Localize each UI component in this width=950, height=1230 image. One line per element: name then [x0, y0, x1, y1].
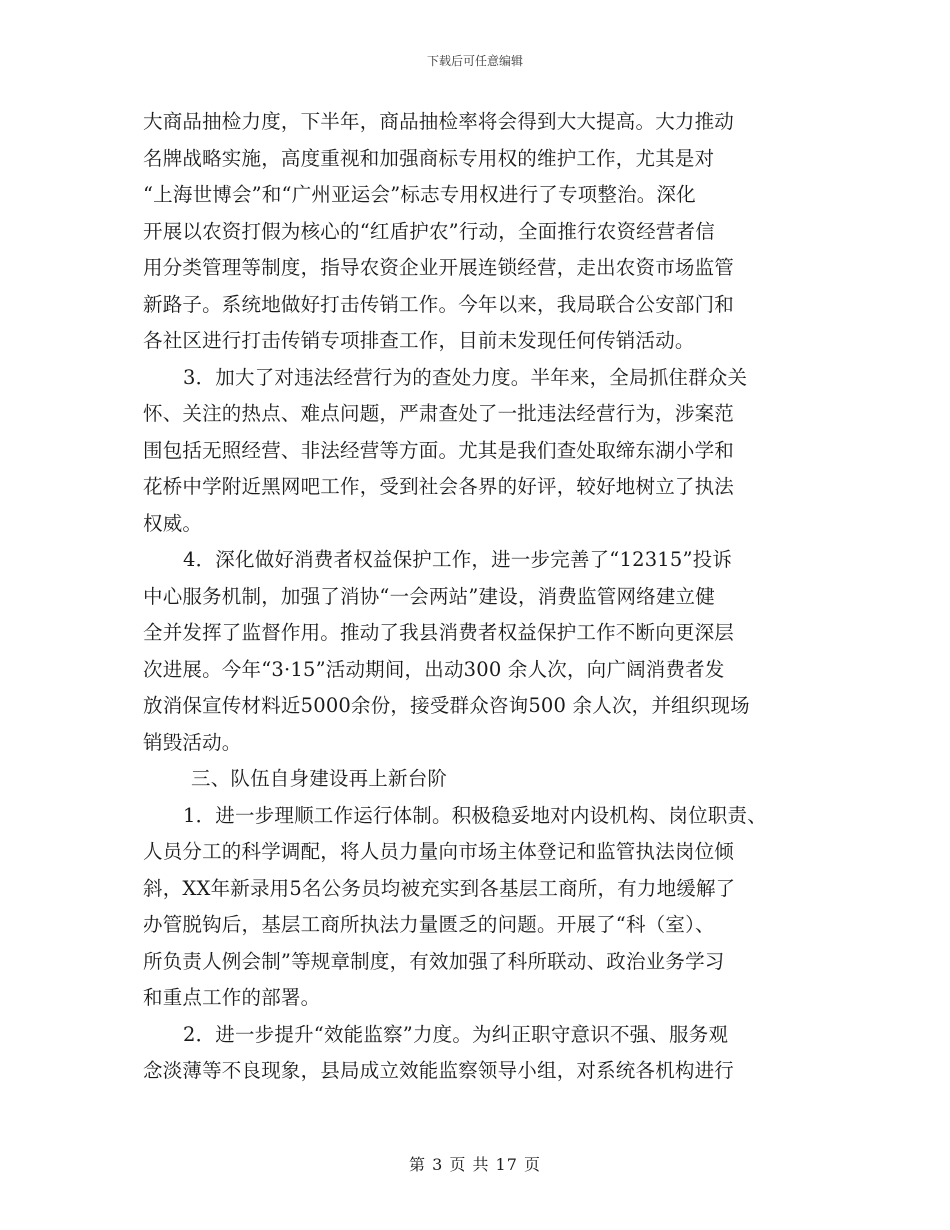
body-line: 念淡薄等不良现象，县局成立效能监察领导小组，对系统各机构进行	[143, 1059, 735, 1082]
body-line: 花桥中学附近黑网吧工作，受到社会各界的好评，较好地树立了执法	[143, 475, 735, 498]
paragraph-start-line: 3．加大了对违法经营行为的查处力度。半年来，全局抓住群众关	[183, 365, 748, 389]
body-line: 用分类管理等制度，指导农资企业开展连锁经营，走出农资市场监管	[143, 256, 735, 279]
body-line: “上海世博会”和“广州亚运会”标志专用权进行了专项整治。深化	[143, 183, 696, 206]
body-line: 放消保宣传材料近5000余份，接受群众咨询500 余人次，并组织现场	[143, 694, 750, 717]
body-line: 怀、关注的热点、难点问题，严肃查处了一批违法经营行为，涉案范	[143, 402, 735, 425]
body-line: 名牌战略实施，高度重视和加强商标专用权的维护工作，尤其是对	[143, 146, 715, 170]
body-line: 权威。	[143, 511, 203, 535]
body-line: 全并发挥了监督作用。推动了我县消费者权益保护工作不断向更深层	[143, 621, 735, 644]
body-line: 开展以农资打假为核心的“红盾护农”行动，全面推行农资经营者信	[143, 219, 715, 243]
page-footer: 第 3 页 共 17 页	[409, 1155, 541, 1174]
paragraph-start-line: 1．进一步理顺工作运行体制。积极稳妥地对内设机构、岗位职责、	[183, 803, 767, 827]
body-line: 围包括无照经营、非法经营等方面。尤其是我们查处取缔东湖小学和	[143, 438, 735, 462]
body-line: 销毁活动。	[143, 730, 242, 754]
paragraph-start-line: 2．进一步提升“效能监察”力度。为纠正职守意识不强、服务观	[183, 1022, 729, 1046]
document-body	[143, 104, 823, 1090]
section-heading: 三、队伍自身建设再上新台阶	[191, 767, 448, 790]
body-line: 和重点工作的部署。	[143, 986, 321, 1009]
body-line: 办管脱钩后，基层工商所执法力量匮乏的问题。开展了“科（室）、	[143, 913, 715, 936]
body-line: 所负责人例会制”等规章制度，有效加强了科所联动、政治业务学习	[143, 949, 725, 973]
body-line: 大商品抽检力度，下半年，商品抽检率将会得到大大提高。大力推动	[143, 110, 735, 133]
body-line: 各社区进行打击传销专项排查工作，目前未发现任何传销活动。	[143, 329, 695, 352]
body-line: 人员分工的科学调配，将人员力量向市场主体登记和监管执法岗位倾	[143, 840, 735, 863]
page-header: 下载后可任意编辑	[426, 54, 523, 68]
body-line: 中心服务机制，加强了消协“一会两站”建设，消费监管网络建立健	[143, 584, 715, 608]
body-line: 斜，XX年新录用5名公务员均被充实到各基层工商所，有力地缓解了	[143, 876, 736, 900]
paragraph-start-line: 4．深化做好消费者权益保护工作，进一步完善了“12315”投诉	[183, 548, 733, 571]
body-line: 次进展。今年“3·15”活动期间，出动300 余人次，向广阔消费者发	[143, 657, 725, 681]
body-line: 新路子。系统地做好打击传销工作。今年以来，我局联合公安部门和	[143, 292, 735, 316]
